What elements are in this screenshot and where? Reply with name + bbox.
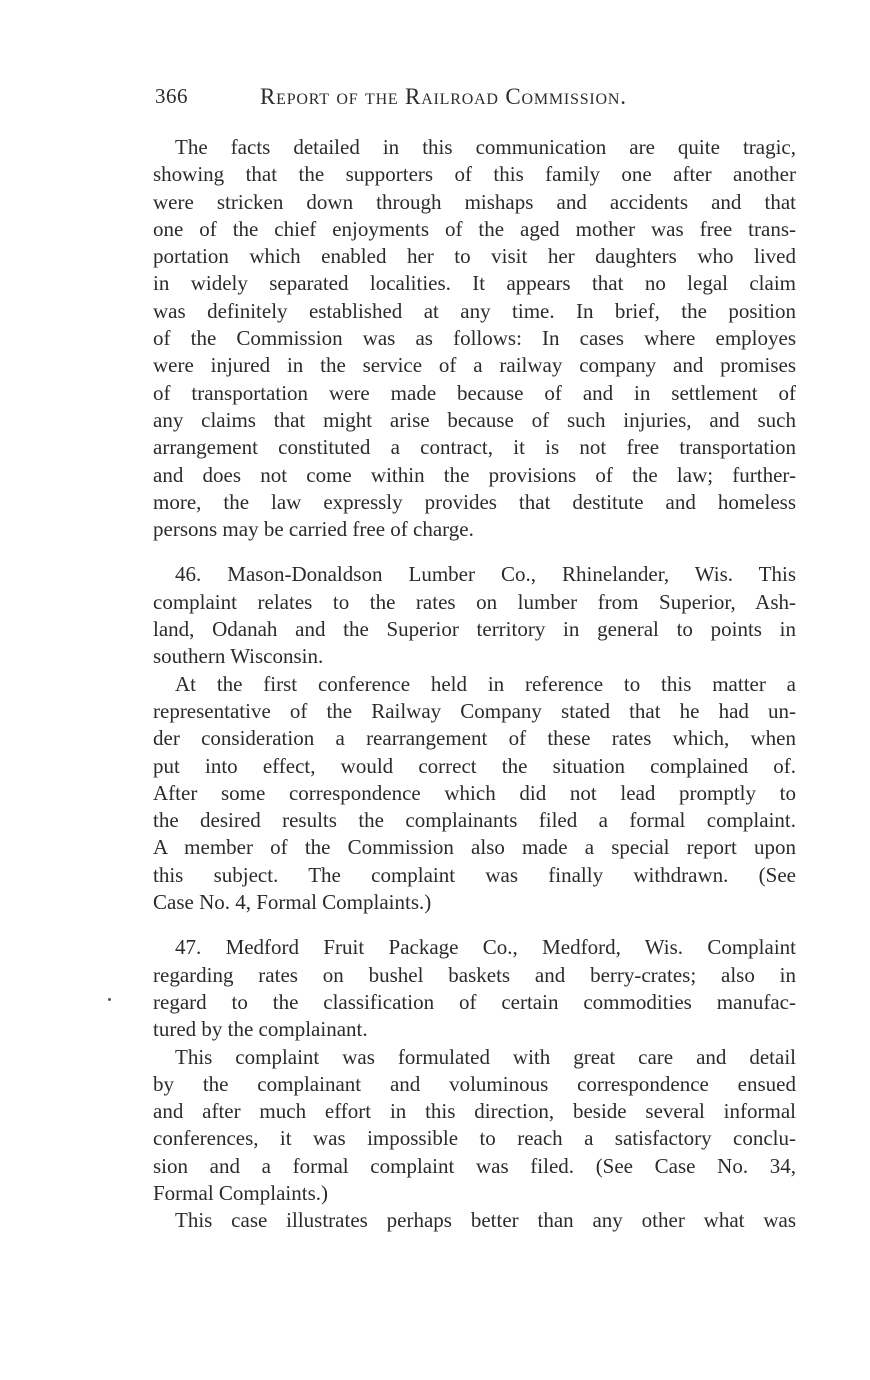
text-line: showing that the supporters of this family one after another	[153, 162, 796, 187]
text-line: 46. Mason-Donaldson Lumber Co., Rhinelander, Wis. This	[175, 562, 796, 587]
text-line: regarding rates on bushel baskets and berry-crates; also in	[153, 962, 796, 987]
page-header	[155, 84, 795, 116]
text-line: This complaint was formulated with great care and detail	[175, 1044, 796, 1069]
text-line: portation which enabled her to visit her daughters who lived	[153, 244, 796, 269]
text-line: At the first conference held in reference to this matter a	[175, 671, 796, 696]
text-line: A member of the Commission also made a special report upon	[153, 835, 796, 860]
text-line: any claims that might arise because of such injuries, and such	[153, 407, 796, 432]
paragraph-case-46	[153, 561, 796, 670]
text-line: put into effect, would correct the situation complained of.	[153, 753, 796, 778]
text-line: representative of the Railway Company stated that he had un-	[153, 698, 796, 723]
text-line: land, Odanah and the Superior territory in general to points in	[153, 617, 796, 642]
paragraph-gap	[153, 543, 796, 561]
margin-mark	[108, 998, 111, 1001]
text-line: and after much effort in this direction, beside several informal	[153, 1099, 796, 1124]
text-line: der consideration a rearrangement of these rates which, when	[153, 726, 796, 751]
text-line: and does not come within the provisions of the law; further-	[153, 462, 796, 487]
page-number: 366	[155, 84, 188, 108]
text-line: Case No. 4, Formal Complaints.)	[153, 890, 432, 915]
text-line: tured by the complainant.	[153, 1017, 368, 1042]
paragraph-gap	[153, 916, 796, 934]
text-line: were injured in the service of a railway company and promises	[153, 353, 796, 378]
text-line: complaint relates to the rates on lumber from Superior, Ash-	[153, 589, 796, 614]
paragraph-case-47-illustration	[153, 1207, 796, 1234]
text-line: by the complainant and voluminous correspondence ensued	[153, 1071, 796, 1096]
text-line: the desired results the complainants filed a formal complaint.	[153, 808, 796, 833]
text-line: persons may be carried free of charge.	[153, 517, 474, 542]
paragraph-case-47-detail	[153, 1044, 796, 1208]
text-line: of the Commission was as follows: In cases where employes	[153, 326, 796, 351]
text-line: more, the law expressly provides that destitute and homeless	[153, 489, 796, 514]
running-title: Report of the Railroad Commission.	[260, 84, 627, 109]
text-line: 47. Medford Fruit Package Co., Medford, Wis. Complaint	[175, 935, 796, 960]
text-line: conferences, it was impossible to reach a satisfactory conclu-	[153, 1126, 796, 1151]
text-line: sion and a formal complaint was filed. (See Case No. 34,	[153, 1153, 796, 1178]
text-line: in widely separated localities. It appears that no legal claim	[153, 271, 796, 296]
text-line: regard to the classification of certain commodities manufac-	[153, 989, 796, 1014]
text-line: were stricken down through mishaps and accidents and that	[153, 189, 796, 214]
text-line: one of the chief enjoyments of the aged mother was free trans-	[153, 216, 796, 241]
text-line: This case illustrates perhaps better than any other what was	[175, 1208, 796, 1233]
text-line: Formal Complaints.)	[153, 1180, 328, 1205]
text-line: The facts detailed in this communication are quite tragic,	[175, 135, 796, 159]
text-line: of transportation were made because of and in settlement of	[153, 380, 796, 405]
text-line: After some correspondence which did not lead promptly to	[153, 780, 796, 805]
paragraph-facts	[153, 134, 796, 543]
text-line: arrangement constituted a contract, it is not free transportation	[153, 435, 796, 460]
text-line: this subject. The complaint was finally withdrawn. (See	[153, 862, 796, 887]
paragraph-case-46-detail	[153, 671, 796, 917]
paragraph-case-47	[153, 934, 796, 1043]
body-text	[153, 134, 796, 1235]
text-line: was definitely established at any time. In brief, the position	[153, 298, 796, 323]
text-line: southern Wisconsin.	[153, 644, 324, 669]
